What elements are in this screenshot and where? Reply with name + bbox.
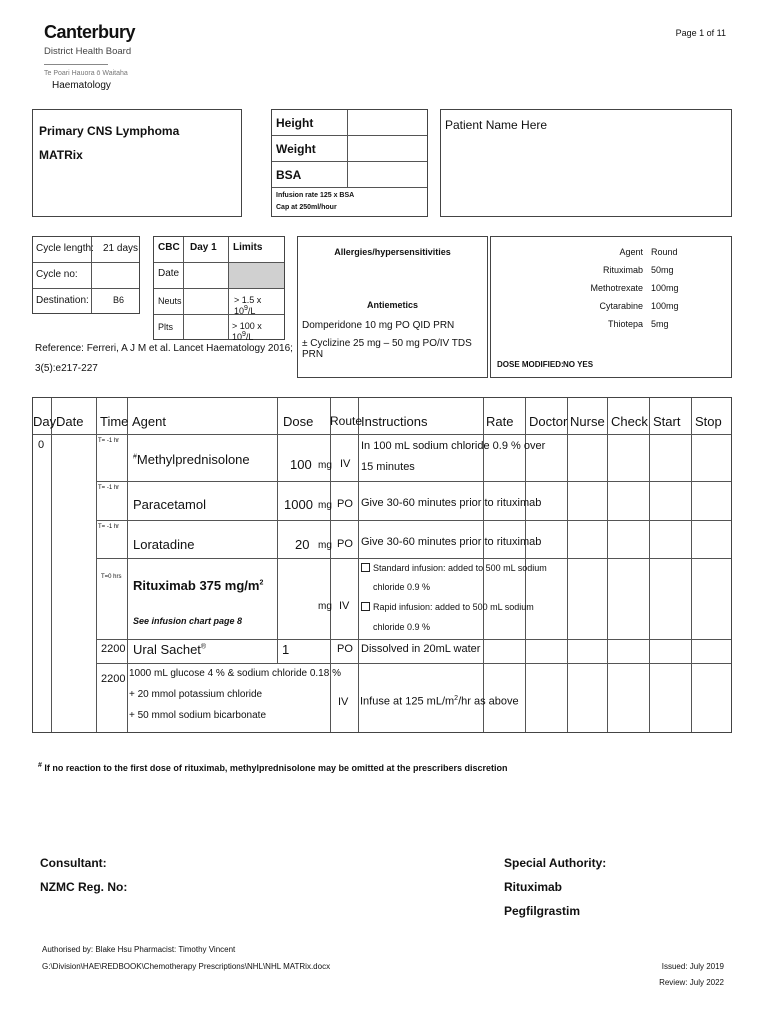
special-authority-item2: Pegfilgrastim bbox=[504, 904, 581, 918]
row3-unit: mg bbox=[318, 540, 332, 551]
cycle-length-value: 21 days bbox=[103, 243, 139, 254]
row4-standard-option[interactable]: Standard infusion: added to 500 mL sodium bbox=[361, 563, 547, 573]
allergies-title: Allergies/hypersensitivities bbox=[334, 247, 451, 257]
footnote: # If no reaction to the first dose of rituximab, methylprednisolone may be omitted at the prescribers discretion bbox=[38, 762, 508, 773]
measures-box bbox=[271, 109, 428, 217]
destination-value: B6 bbox=[113, 295, 125, 305]
row2-instr: Give 30-60 minutes prior to rituximab bbox=[361, 497, 542, 509]
row4-agent: Rituximab 375 $mg/m^2$ bbox=[133, 578, 264, 593]
cbc-date-field[interactable] bbox=[185, 264, 227, 287]
row4-rapid-option[interactable]: Rapid infusion: added to 500 mL sodium bbox=[361, 602, 534, 612]
weight-label: Weight bbox=[276, 142, 316, 156]
protocol-regimen: MATRix bbox=[39, 148, 83, 162]
row6-agent-line1: 1000 mL glucose 4 % & sodium chloride 0.18 % bbox=[129, 668, 341, 679]
row1-instr2: 15 minutes bbox=[361, 461, 415, 473]
col-stop: Stop bbox=[695, 414, 722, 429]
col-agent: Agent bbox=[132, 414, 166, 429]
logo-divider bbox=[44, 64, 108, 65]
destination-label: Destination: bbox=[36, 295, 89, 306]
plts-field[interactable] bbox=[185, 316, 227, 338]
row6-instr: Infuse at 125 $mL/m^2/hr$ as above bbox=[360, 695, 519, 708]
row6-agent-line3: + 50 mmol sodium bicarbonate bbox=[129, 710, 267, 721]
file-path: G:\Division\HAE\REDBOOK\Chemotherapy Prescriptions\NHL\NHL MATRix.docx bbox=[42, 962, 331, 971]
row4-instr4: chloride 0.9 % bbox=[373, 622, 431, 632]
col-day: Day bbox=[33, 414, 57, 429]
agents-box bbox=[490, 236, 732, 378]
special-authority-label: Special Authority: bbox=[504, 856, 607, 870]
rapid-infusion-checkbox[interactable] bbox=[361, 602, 370, 611]
cbc-box bbox=[153, 236, 285, 340]
antiemetics-title: Antiemetics bbox=[366, 300, 419, 310]
round-header: Round bbox=[651, 247, 678, 257]
agent-name: Thiotepa bbox=[607, 319, 643, 329]
neuts-field[interactable] bbox=[185, 290, 227, 313]
col-nurse: Nurse bbox=[570, 414, 605, 429]
row5-route: PO bbox=[337, 643, 353, 655]
allergies-field[interactable] bbox=[302, 263, 483, 297]
bsa-field[interactable] bbox=[349, 163, 425, 186]
patient-name-placeholder: Patient Name Here bbox=[445, 118, 548, 132]
col-route: Route bbox=[330, 414, 363, 428]
logo-subtitle: District Health Board bbox=[44, 46, 132, 57]
row5-agent: Ural Sachet® bbox=[133, 642, 207, 657]
cycle-box bbox=[32, 236, 140, 314]
row2-time: T= -1 hr bbox=[98, 485, 120, 491]
protocol-name: Primary CNS Lymphoma bbox=[39, 124, 180, 138]
infusion-rate-note: Infusion rate 125 x BSA bbox=[276, 192, 355, 199]
agent-name: Rituximab bbox=[602, 265, 643, 275]
agent-round: 5mg bbox=[651, 319, 669, 329]
row6-time: 2200 bbox=[101, 673, 126, 685]
cbc-header: CBC bbox=[158, 242, 180, 253]
nzmc-reg-label: NZMC Reg. No: bbox=[40, 880, 128, 894]
row1-instr1: In 100 mL sodium chloride 0.9 % over bbox=[361, 440, 546, 452]
weight-field[interactable] bbox=[349, 137, 425, 160]
agent-round: 100mg bbox=[651, 301, 679, 311]
agent-round: 100mg bbox=[651, 283, 679, 293]
plts-label: Plts bbox=[158, 322, 174, 332]
reference-line2: 3(5):e217-227 bbox=[35, 363, 98, 374]
col-check: Check bbox=[611, 414, 648, 429]
col-rate: Rate bbox=[486, 414, 514, 429]
review-date: Review: July 2022 bbox=[659, 978, 724, 987]
row2-route: PO bbox=[337, 498, 353, 510]
row4-subnote: See infusion chart page 8 bbox=[133, 616, 243, 626]
row3-instr: Give 30-60 minutes prior to rituximab bbox=[361, 536, 542, 548]
patient-label-box[interactable] bbox=[440, 109, 732, 217]
row2-unit: mg bbox=[318, 500, 332, 511]
row5-instr: Dissolved in 20mL water bbox=[361, 643, 481, 655]
cbc-date-label: Date bbox=[158, 268, 180, 279]
row2-dose: 1000 bbox=[284, 497, 313, 512]
day1-header: Day 1 bbox=[190, 242, 217, 253]
row4-time: T=0 hrs bbox=[101, 574, 122, 580]
neuts-label: Neuts bbox=[158, 296, 182, 306]
row4-route: IV bbox=[339, 600, 350, 612]
col-doctor: Doctor bbox=[529, 414, 568, 429]
col-time: Time bbox=[100, 414, 129, 429]
row3-dose: 20 bbox=[295, 537, 310, 552]
row1-agent: #Methylprednisolone bbox=[133, 452, 250, 467]
row1-dose: 100 bbox=[290, 457, 312, 472]
row3-time: T= -1 hr bbox=[98, 524, 120, 530]
agent-header: Agent bbox=[619, 247, 643, 257]
row5-dose: 1 bbox=[282, 642, 290, 657]
dose-modified-label: DOSE MODIFIED: bbox=[497, 360, 564, 369]
consultant-label: Consultant: bbox=[40, 856, 107, 870]
logo-maori: Te Poari Hauora ō Waitaha bbox=[44, 70, 128, 77]
row1-unit: mg bbox=[318, 460, 332, 471]
agent-name: Methotrexate bbox=[590, 283, 643, 293]
bsa-label: BSA bbox=[276, 168, 302, 182]
row4-instr2: chloride 0.9 % bbox=[373, 582, 431, 592]
height-label: Height bbox=[276, 116, 314, 130]
limits-header: Limits bbox=[233, 242, 263, 253]
cycle-no-field[interactable] bbox=[93, 264, 139, 287]
row3-route: PO bbox=[337, 538, 353, 550]
reference-line1: Reference: Ferreri, A J M et al. Lancet Haematology 2016; bbox=[35, 343, 293, 354]
protocol-box bbox=[32, 109, 242, 217]
logo-title: Canterbury bbox=[44, 22, 136, 42]
neuts-limit: > 1.5 x $10^9/L$ bbox=[234, 295, 262, 316]
agent-name: Cytarabine bbox=[599, 301, 643, 311]
infusion-cap-note: Cap at 250ml/hour bbox=[276, 204, 337, 211]
antiemetic-line2: ± Cyclizine 25 mg – 50 mg PO/IV TDS PRN bbox=[302, 338, 472, 360]
agent-round: 50mg bbox=[651, 265, 674, 275]
cycle-no-label: Cycle no: bbox=[36, 269, 78, 280]
row1-route: IV bbox=[340, 458, 351, 470]
authorised-by: Authorised by: Blake Hsu Pharmacist: Timothy Vincent bbox=[42, 945, 236, 954]
col-start: Start bbox=[653, 414, 681, 429]
standard-infusion-checkbox[interactable] bbox=[361, 563, 370, 572]
plts-limit: > 100 x $10^9/L$ bbox=[232, 321, 262, 342]
row2-agent: Paracetamol bbox=[133, 497, 206, 512]
special-authority-item1: Rituximab bbox=[504, 880, 563, 894]
row6-route: IV bbox=[338, 696, 349, 708]
height-field[interactable] bbox=[349, 111, 425, 134]
col-instructions: Instructions bbox=[361, 414, 428, 429]
page-number: Page 1 of 11 bbox=[675, 28, 726, 38]
day-value: 0 bbox=[38, 439, 45, 451]
allergies-box bbox=[297, 236, 488, 378]
row3-agent: Loratadine bbox=[133, 537, 195, 552]
row6-agent-line2: + 20 mmol potassium chloride bbox=[129, 689, 263, 700]
row4-unit: mg bbox=[318, 601, 332, 612]
administration-table bbox=[32, 397, 732, 733]
antiemetic-line1: Domperidone 10 mg PO QID PRN bbox=[302, 320, 455, 331]
cycle-length-label: Cycle length: bbox=[36, 243, 94, 254]
cbc-date-shaded-cell bbox=[229, 263, 284, 288]
dose-modified-options[interactable]: NO YES bbox=[563, 360, 594, 369]
department: Haematology bbox=[52, 80, 111, 91]
col-dose: Dose bbox=[283, 414, 314, 429]
issued-date: Issued: July 2019 bbox=[661, 962, 724, 971]
row5-time: 2200 bbox=[101, 643, 126, 655]
row1-time: T= -1 hr bbox=[98, 438, 120, 444]
col-date: Date bbox=[56, 414, 84, 429]
